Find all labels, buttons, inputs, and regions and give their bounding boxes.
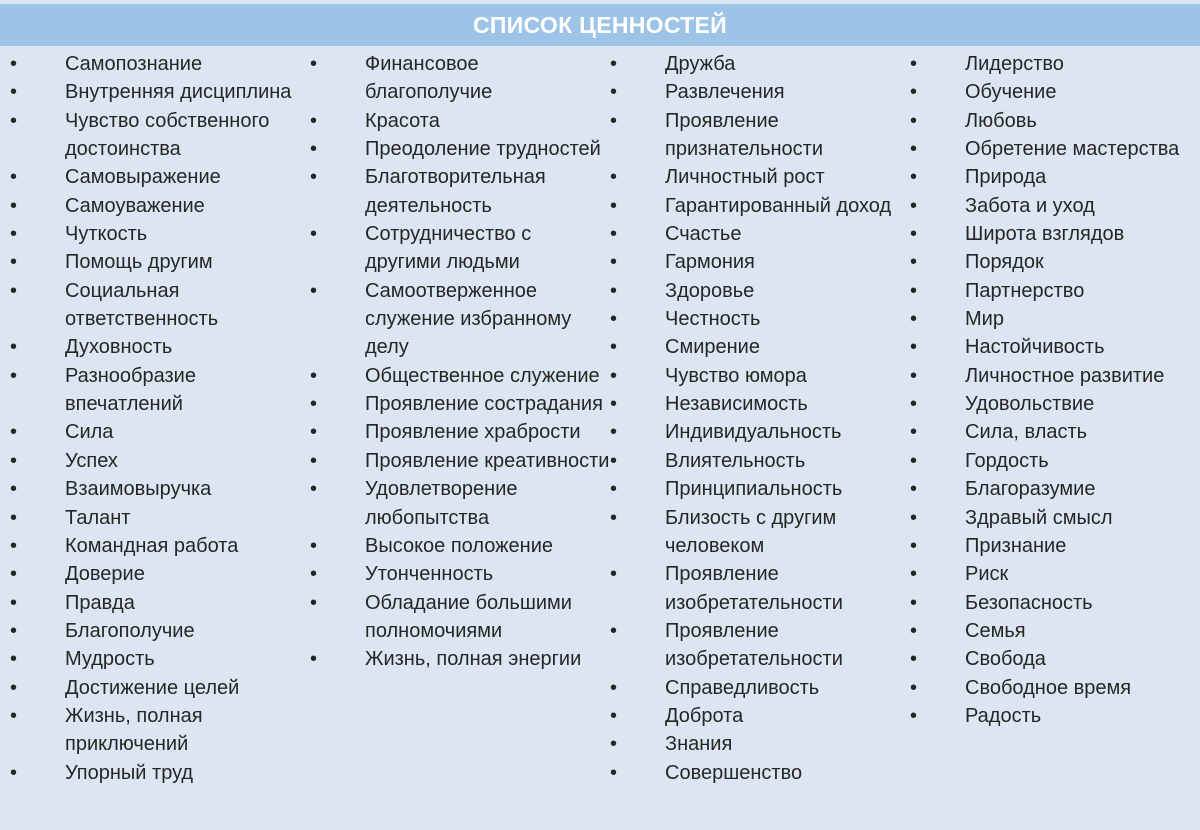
bullet-icon: •	[910, 506, 918, 529]
bullet-icon: •	[10, 449, 18, 472]
value-label: Проявление креативности	[365, 449, 610, 472]
list-item	[610, 277, 910, 305]
value-label: Сотрудничество с другими людьми	[365, 223, 532, 274]
value-label: Принципиальность	[665, 478, 843, 501]
value-label: Дружба	[665, 53, 736, 75]
bullet-icon: •	[610, 393, 618, 416]
value-label: Проявление сострадания	[365, 393, 603, 416]
list-item	[310, 645, 610, 673]
list-item	[610, 333, 910, 361]
list-item	[910, 560, 1200, 588]
list-item	[10, 362, 310, 419]
value-label: Финансовое благополучие	[365, 53, 493, 104]
list-item	[10, 163, 310, 191]
value-label: Помощь другим	[65, 251, 213, 274]
list-item	[910, 220, 1200, 248]
bullet-icon: •	[610, 704, 618, 727]
bullet-icon: •	[610, 421, 618, 444]
list-item	[610, 560, 910, 617]
value-label: Преодоление трудностей	[365, 138, 601, 161]
bullet-icon: •	[10, 704, 18, 727]
list-item	[310, 50, 610, 107]
bullet-icon: •	[310, 393, 318, 416]
list-item	[10, 220, 310, 248]
list-item	[10, 418, 310, 446]
list-item	[910, 674, 1200, 702]
values-column-3	[610, 50, 910, 787]
value-label: Совершенство	[665, 761, 803, 784]
bullet-icon: •	[910, 279, 918, 302]
bullet-icon: •	[910, 109, 918, 132]
list-item	[910, 532, 1200, 560]
list-item	[310, 277, 610, 362]
value-label: Здоровье	[665, 279, 755, 302]
list-item	[10, 447, 310, 475]
value-label: Близость с другим человеком	[665, 506, 837, 557]
bullet-icon: •	[310, 166, 318, 189]
value-label: Справедливость	[665, 676, 820, 699]
value-label: Самопознание	[65, 53, 203, 75]
value-label: Упорный труд	[65, 761, 194, 784]
bullet-icon: •	[310, 53, 318, 75]
value-label: Доверие	[65, 563, 145, 586]
bullet-icon: •	[310, 279, 318, 302]
value-label: Красота	[365, 109, 440, 132]
value-label: Гарантированный доход	[665, 194, 892, 217]
value-label: Сила, власть	[965, 421, 1088, 444]
value-label: Чуткость	[65, 223, 148, 246]
list-item	[310, 362, 610, 390]
list-item	[10, 504, 310, 532]
value-label: Обучение	[965, 81, 1057, 104]
bullet-icon: •	[610, 109, 618, 132]
value-label: Проявление изобретательности	[665, 619, 843, 671]
bullet-icon: •	[610, 308, 618, 331]
list-item	[10, 107, 310, 164]
value-label: Свобода	[965, 648, 1046, 671]
list-item	[910, 504, 1200, 532]
list-item	[910, 702, 1200, 730]
value-label: Внутренняя дисциплина	[65, 81, 292, 104]
list-item	[610, 730, 910, 758]
list-item	[610, 759, 910, 787]
value-label: Признание	[965, 534, 1067, 557]
list-item	[610, 362, 910, 390]
bullet-icon: •	[10, 279, 18, 302]
list-item	[910, 163, 1200, 191]
bullet-icon: •	[310, 109, 318, 132]
list-item	[610, 305, 910, 333]
value-label: Риск	[965, 563, 1009, 586]
value-label: Настойчивость	[965, 336, 1105, 359]
list-item	[610, 107, 910, 164]
list-item	[910, 390, 1200, 418]
list-item	[310, 135, 610, 163]
list-item	[310, 163, 610, 220]
value-label: Самоотверженное служение избранному делу	[365, 279, 572, 359]
bullet-icon: •	[10, 619, 18, 642]
list-item	[910, 135, 1200, 163]
bullet-icon: •	[610, 223, 618, 246]
list-item	[910, 78, 1200, 106]
list-item	[910, 333, 1200, 361]
bullet-icon: •	[610, 619, 618, 642]
bullet-icon: •	[910, 53, 918, 75]
page-title: СПИСОК ЦЕННОСТЕЙ	[472, 11, 728, 38]
list-item	[10, 645, 310, 673]
list-item	[910, 617, 1200, 645]
bullet-icon: •	[910, 194, 918, 217]
list-item	[910, 362, 1200, 390]
list-item	[10, 617, 310, 645]
list-item	[910, 192, 1200, 220]
bullet-icon: •	[610, 676, 618, 699]
list-item	[910, 418, 1200, 446]
bullet-icon: •	[310, 449, 318, 472]
bullet-icon: •	[10, 421, 18, 444]
list-item	[610, 674, 910, 702]
value-label: Индивидуальность	[665, 421, 842, 444]
bullet-icon: •	[310, 591, 318, 614]
value-label: Обладание большими полномочиями	[365, 591, 572, 642]
list-item	[910, 248, 1200, 276]
value-label: Самовыражение	[65, 166, 221, 189]
list-item	[310, 447, 610, 475]
bullet-icon: •	[310, 563, 318, 586]
list-item	[910, 277, 1200, 305]
bullet-icon: •	[10, 223, 18, 246]
value-label: Гармония	[665, 251, 755, 274]
bullet-icon: •	[10, 166, 18, 189]
bullet-icon: •	[910, 676, 918, 699]
value-label: Проявление изобретательности	[665, 563, 843, 614]
bullet-icon: •	[10, 81, 18, 104]
bullet-icon: •	[910, 591, 918, 614]
bullet-icon: •	[910, 336, 918, 359]
list-item	[610, 418, 910, 446]
values-column-4	[910, 50, 1200, 730]
value-label: Чувство собственного достоинства	[65, 109, 270, 161]
list-item	[610, 504, 910, 561]
value-label: Здравый смысл	[965, 506, 1113, 529]
bullet-icon: •	[10, 761, 18, 784]
list-item	[610, 248, 910, 276]
list-item	[10, 475, 310, 503]
value-label: Семья	[965, 619, 1026, 642]
value-label: Свободное время	[965, 676, 1132, 699]
bullet-icon: •	[310, 138, 318, 161]
list-item	[10, 248, 310, 276]
bullet-icon: •	[310, 421, 318, 444]
bullet-icon: •	[910, 449, 918, 472]
bullet-icon: •	[310, 534, 318, 557]
list-item	[10, 532, 310, 560]
value-label: Благополучие	[65, 619, 195, 642]
bullet-icon: •	[310, 223, 318, 246]
value-label: Разнообразие впечатлений	[65, 364, 196, 416]
value-label: Командная работа	[65, 534, 239, 557]
value-label: Общественное служение	[365, 364, 600, 387]
bullet-icon: •	[910, 648, 918, 671]
value-label: Смирение	[665, 336, 760, 359]
bullet-icon: •	[610, 81, 618, 104]
list-item	[910, 305, 1200, 333]
list-item	[10, 674, 310, 702]
list-item	[610, 50, 910, 78]
bullet-icon: •	[10, 109, 18, 132]
value-label: Сила	[65, 421, 114, 444]
bullet-icon: •	[910, 393, 918, 416]
list-item	[310, 390, 610, 418]
value-label: Благотворительная деятельность	[365, 166, 546, 217]
value-label: Взаимовыручка	[65, 478, 212, 501]
bullet-icon: •	[610, 449, 618, 472]
value-label: Духовность	[65, 336, 173, 359]
values-column-1	[10, 50, 310, 787]
bullet-icon: •	[10, 648, 18, 671]
value-label: Лидерство	[965, 53, 1064, 75]
bullet-icon: •	[10, 251, 18, 274]
list-item	[910, 589, 1200, 617]
bullet-icon: •	[610, 478, 618, 501]
value-label: Удовольствие	[965, 393, 1095, 416]
bullet-icon: •	[610, 563, 618, 586]
value-label: Независимость	[665, 393, 808, 416]
bullet-icon: •	[610, 194, 618, 217]
list-item	[910, 475, 1200, 503]
bullet-icon: •	[910, 619, 918, 642]
bullet-icon: •	[610, 279, 618, 302]
list-item	[610, 702, 910, 730]
value-label: Мир	[965, 308, 1004, 331]
list-item	[910, 645, 1200, 673]
value-label: Благоразумие	[965, 478, 1096, 501]
value-label: Широта взглядов	[965, 223, 1125, 246]
bullet-icon: •	[10, 364, 18, 387]
bullet-icon: •	[10, 53, 18, 75]
list-item	[10, 759, 310, 787]
list-item	[610, 163, 910, 191]
value-label: Честность	[665, 308, 761, 331]
value-label: Успех	[65, 449, 118, 472]
list-item	[310, 560, 610, 588]
value-label: Знания	[665, 733, 733, 756]
value-label: Обретение мастерства	[965, 138, 1180, 161]
value-label: Чувство юмора	[665, 364, 807, 387]
bullet-icon: •	[910, 166, 918, 189]
bullet-icon: •	[610, 166, 618, 189]
bullet-icon: •	[10, 506, 18, 529]
list-item	[610, 78, 910, 106]
value-label: Личностный рост	[665, 166, 825, 189]
list-item	[10, 277, 310, 334]
bullet-icon: •	[910, 138, 918, 161]
list-item	[10, 333, 310, 361]
list-item	[910, 50, 1200, 78]
value-label: Талант	[65, 506, 131, 529]
list-item	[10, 192, 310, 220]
value-label: Утонченность	[365, 563, 494, 586]
header-bar	[0, 4, 1200, 46]
list-item	[610, 220, 910, 248]
value-label: Радость	[965, 704, 1042, 727]
bullet-icon: •	[10, 676, 18, 699]
bullet-icon: •	[910, 421, 918, 444]
list-item	[610, 192, 910, 220]
bullet-icon: •	[910, 563, 918, 586]
bullet-icon: •	[10, 478, 18, 501]
value-label: Безопасность	[965, 591, 1093, 614]
value-label: Любовь	[965, 109, 1037, 132]
list-item	[610, 390, 910, 418]
value-label: Проявление храбрости	[365, 421, 581, 444]
list-item	[10, 560, 310, 588]
list-item	[310, 220, 610, 277]
value-label: Правда	[65, 591, 135, 614]
list-item	[10, 702, 310, 759]
bullet-icon: •	[610, 251, 618, 274]
bullet-icon: •	[10, 336, 18, 359]
bullet-icon: •	[10, 591, 18, 614]
value-label: Социальная ответственность	[65, 279, 219, 331]
value-label: Достижение целей	[65, 676, 240, 699]
value-label: Доброта	[665, 704, 744, 727]
value-label: Партнерство	[965, 279, 1085, 302]
list-item	[310, 589, 610, 646]
list-item	[310, 418, 610, 446]
value-label: Природа	[965, 166, 1047, 189]
list-item	[610, 447, 910, 475]
bullet-icon: •	[910, 308, 918, 331]
bullet-icon: •	[310, 648, 318, 671]
value-label: Порядок	[965, 251, 1044, 274]
list-item	[610, 475, 910, 503]
value-label: Высокое положение	[365, 534, 553, 557]
list-item	[10, 78, 310, 106]
list-item	[910, 447, 1200, 475]
value-label: Развлечения	[665, 81, 785, 104]
bullet-icon: •	[910, 364, 918, 387]
bullet-icon: •	[910, 251, 918, 274]
list-item	[10, 50, 310, 78]
bullet-icon: •	[610, 364, 618, 387]
bullet-icon: •	[10, 534, 18, 557]
bullet-icon: •	[610, 506, 618, 529]
value-label: Счастье	[665, 223, 742, 246]
bullet-icon: •	[10, 563, 18, 586]
values-column-2	[310, 50, 610, 674]
value-label: Удовлетворение любопытства	[365, 478, 518, 529]
bullet-icon: •	[610, 53, 618, 75]
list-item	[10, 589, 310, 617]
list-item	[310, 532, 610, 560]
values-columns	[0, 50, 1200, 825]
bullet-icon: •	[10, 194, 18, 217]
list-item	[310, 475, 610, 532]
bullet-icon: •	[910, 81, 918, 104]
bullet-icon: •	[910, 478, 918, 501]
value-label: Личностное развитие	[965, 364, 1165, 387]
list-item	[310, 107, 610, 135]
value-label: Мудрость	[65, 648, 155, 671]
value-label: Проявление признательности	[665, 109, 824, 161]
bullet-icon: •	[610, 336, 618, 359]
value-label: Самоуважение	[65, 194, 205, 217]
bullet-icon: •	[910, 534, 918, 557]
bullet-icon: •	[310, 364, 318, 387]
value-label: Забота и уход	[965, 194, 1095, 217]
list-item	[910, 107, 1200, 135]
value-label: Жизнь, полная приключений	[65, 704, 203, 756]
bullet-icon: •	[610, 733, 618, 756]
bullet-icon: •	[910, 704, 918, 727]
value-label: Жизнь, полная энергии	[365, 648, 582, 671]
bullet-icon: •	[310, 478, 318, 501]
bullet-icon: •	[910, 223, 918, 246]
bullet-icon: •	[610, 761, 618, 784]
list-item	[610, 617, 910, 674]
value-label: Влиятельность	[665, 449, 806, 472]
value-label: Гордость	[965, 449, 1049, 472]
